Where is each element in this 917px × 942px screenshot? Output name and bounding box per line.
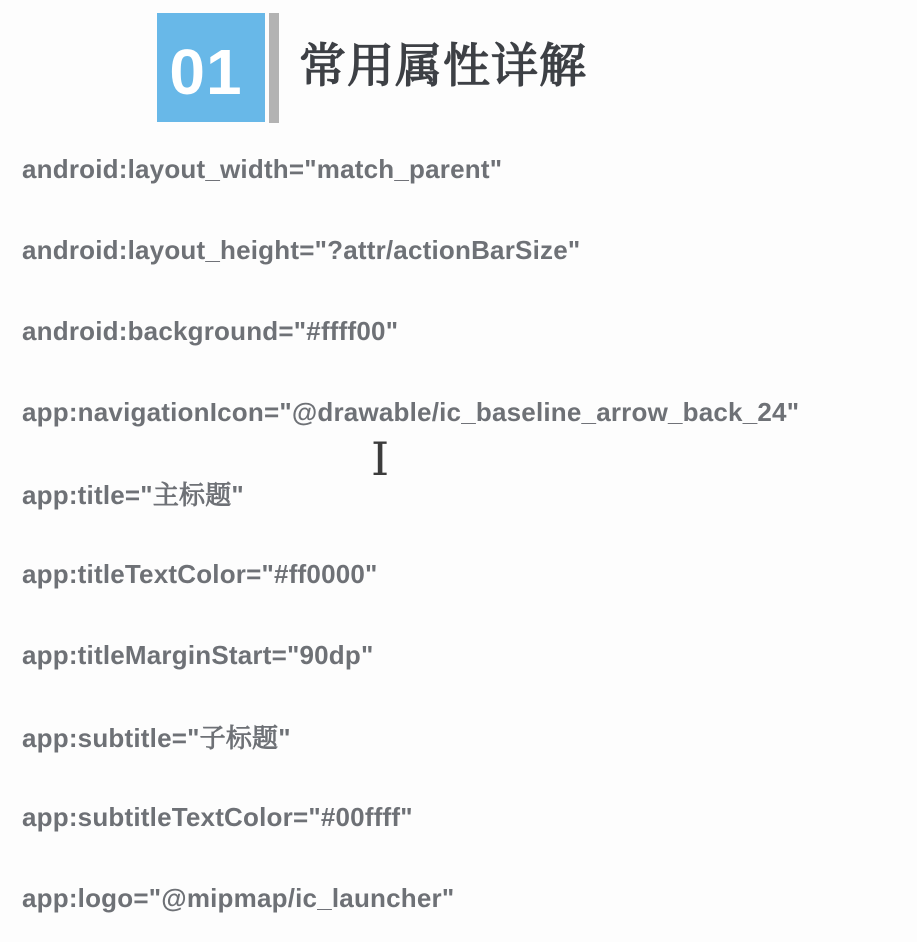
slide-title: 常用属性详解 bbox=[299, 39, 587, 92]
attribute-line-subtitle-text-color: app:subtitleTextColor="#00ffff" bbox=[22, 802, 413, 832]
attribute-line-title: app:title="主标题" bbox=[22, 480, 244, 510]
attribute-line-layout-width: android:layout_width="match_parent" bbox=[22, 154, 503, 184]
divider-bar bbox=[269, 13, 279, 123]
attribute-line-layout-height: android:layout_height="?attr/actionBarSize" bbox=[22, 235, 581, 265]
attribute-line-logo: app:logo="@mipmap/ic_launcher" bbox=[22, 883, 455, 913]
text-cursor-icon: I bbox=[371, 432, 390, 486]
attribute-line-title-text-color: app:titleTextColor="#ff0000" bbox=[22, 559, 378, 589]
attribute-line-subtitle: app:subtitle="子标题" bbox=[22, 723, 291, 753]
section-number: 01 bbox=[169, 35, 243, 108]
attribute-line-background: android:background="#ffff00" bbox=[22, 316, 399, 346]
attribute-line-title-margin-start: app:titleMarginStart="90dp" bbox=[22, 640, 374, 670]
section-number-box bbox=[157, 13, 265, 122]
attribute-line-navigation-icon: app:navigationIcon="@drawable/ic_baseline_arrow_back_24" bbox=[22, 397, 800, 427]
attribute-list bbox=[0, 129, 917, 939]
